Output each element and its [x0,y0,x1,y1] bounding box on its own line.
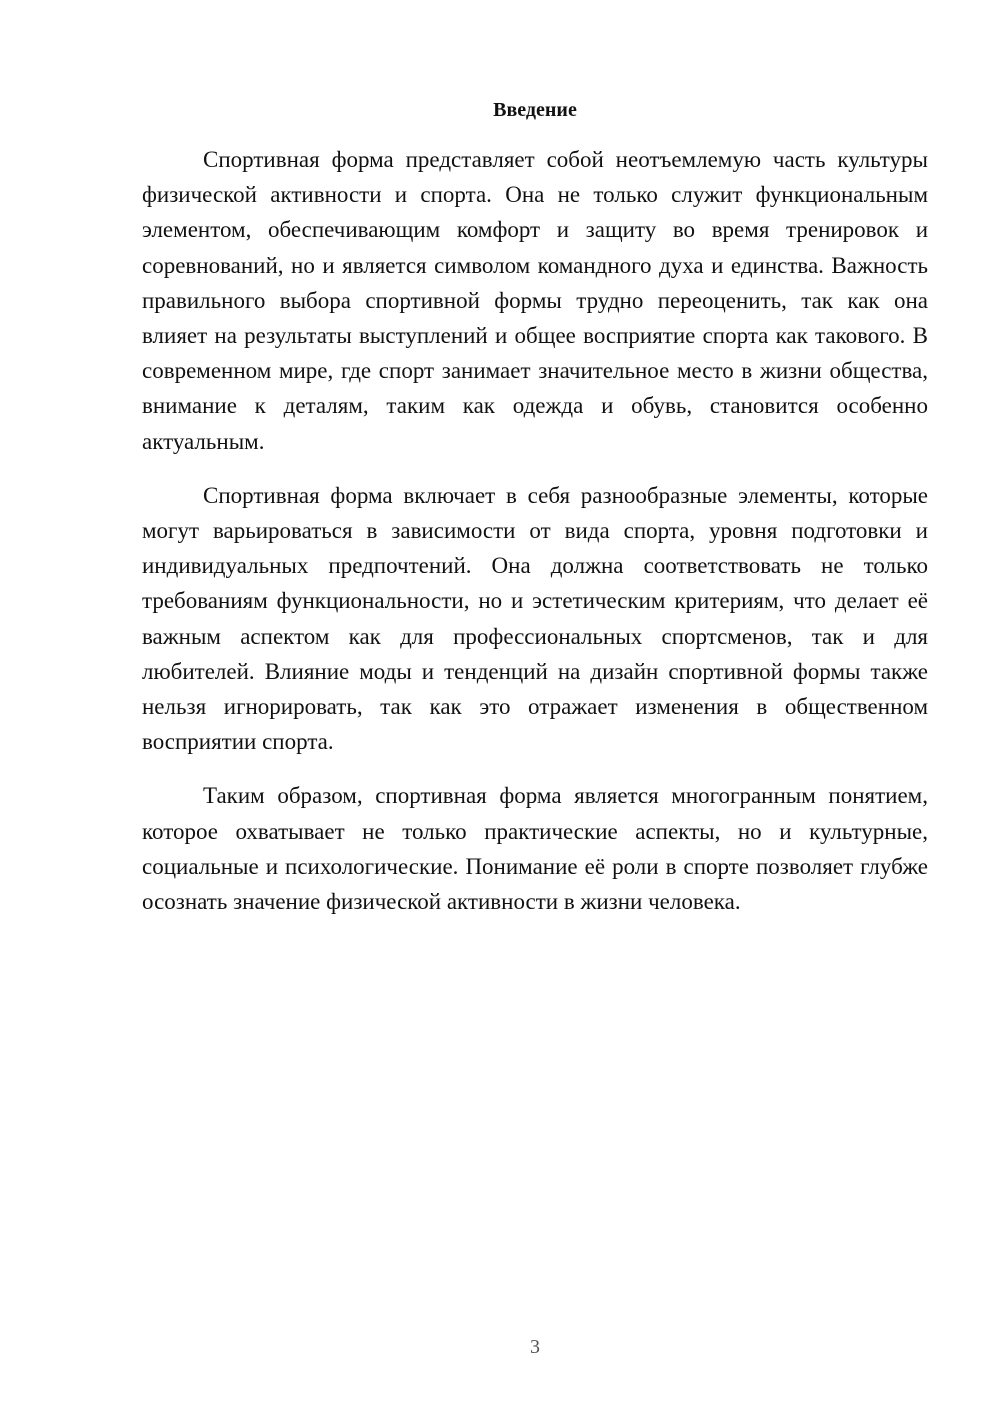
section-title: Введение [493,99,577,121]
paragraph: Спортивная форма включает в себя разнообразные элементы, которые могут варьироваться в зависимости от вида спорта, уровня подготовки и индивидуальных предпочтений. Она должна соответствовать не только требованиям функциональности, но и эстетическим критериям, что делает её важным аспектом как для профессиональных спортсменов, так и для любителей. Влияние моды и тенденций на дизайн спортивной формы также нельзя игнорировать, так как это отражает изменения в общественном восприятии спорта. [142,482,928,755]
paragraph: Таким образом, спортивная форма является многогранным понятием, которое охватывает не только практические аспекты, но и культурные, социальные и психологические. Понимание её роли в спорте позволяет глубже осознать значение физической активности в жизни человека. [142,783,928,915]
body-text [142,142,928,938]
page-number: 3 [530,1336,540,1358]
paragraph: Спортивная форма представляет собой неотъемлемую часть культуры физической активности и спорта. Она не только служит функциональным элементом, обеспечивающим комфорт и защиту во время тренировок и соревнований, но и является символом командного духа и единства. Важность правильного выбора спортивной формы трудно переоценить, так как она влияет на результаты выступлений и общее восприятие спорта как такового. В современном мире, где спорт занимает значительное место в жизни общества, внимание к деталям, таким как одежда и обувь, становится особенно актуальным. [142,147,928,454]
